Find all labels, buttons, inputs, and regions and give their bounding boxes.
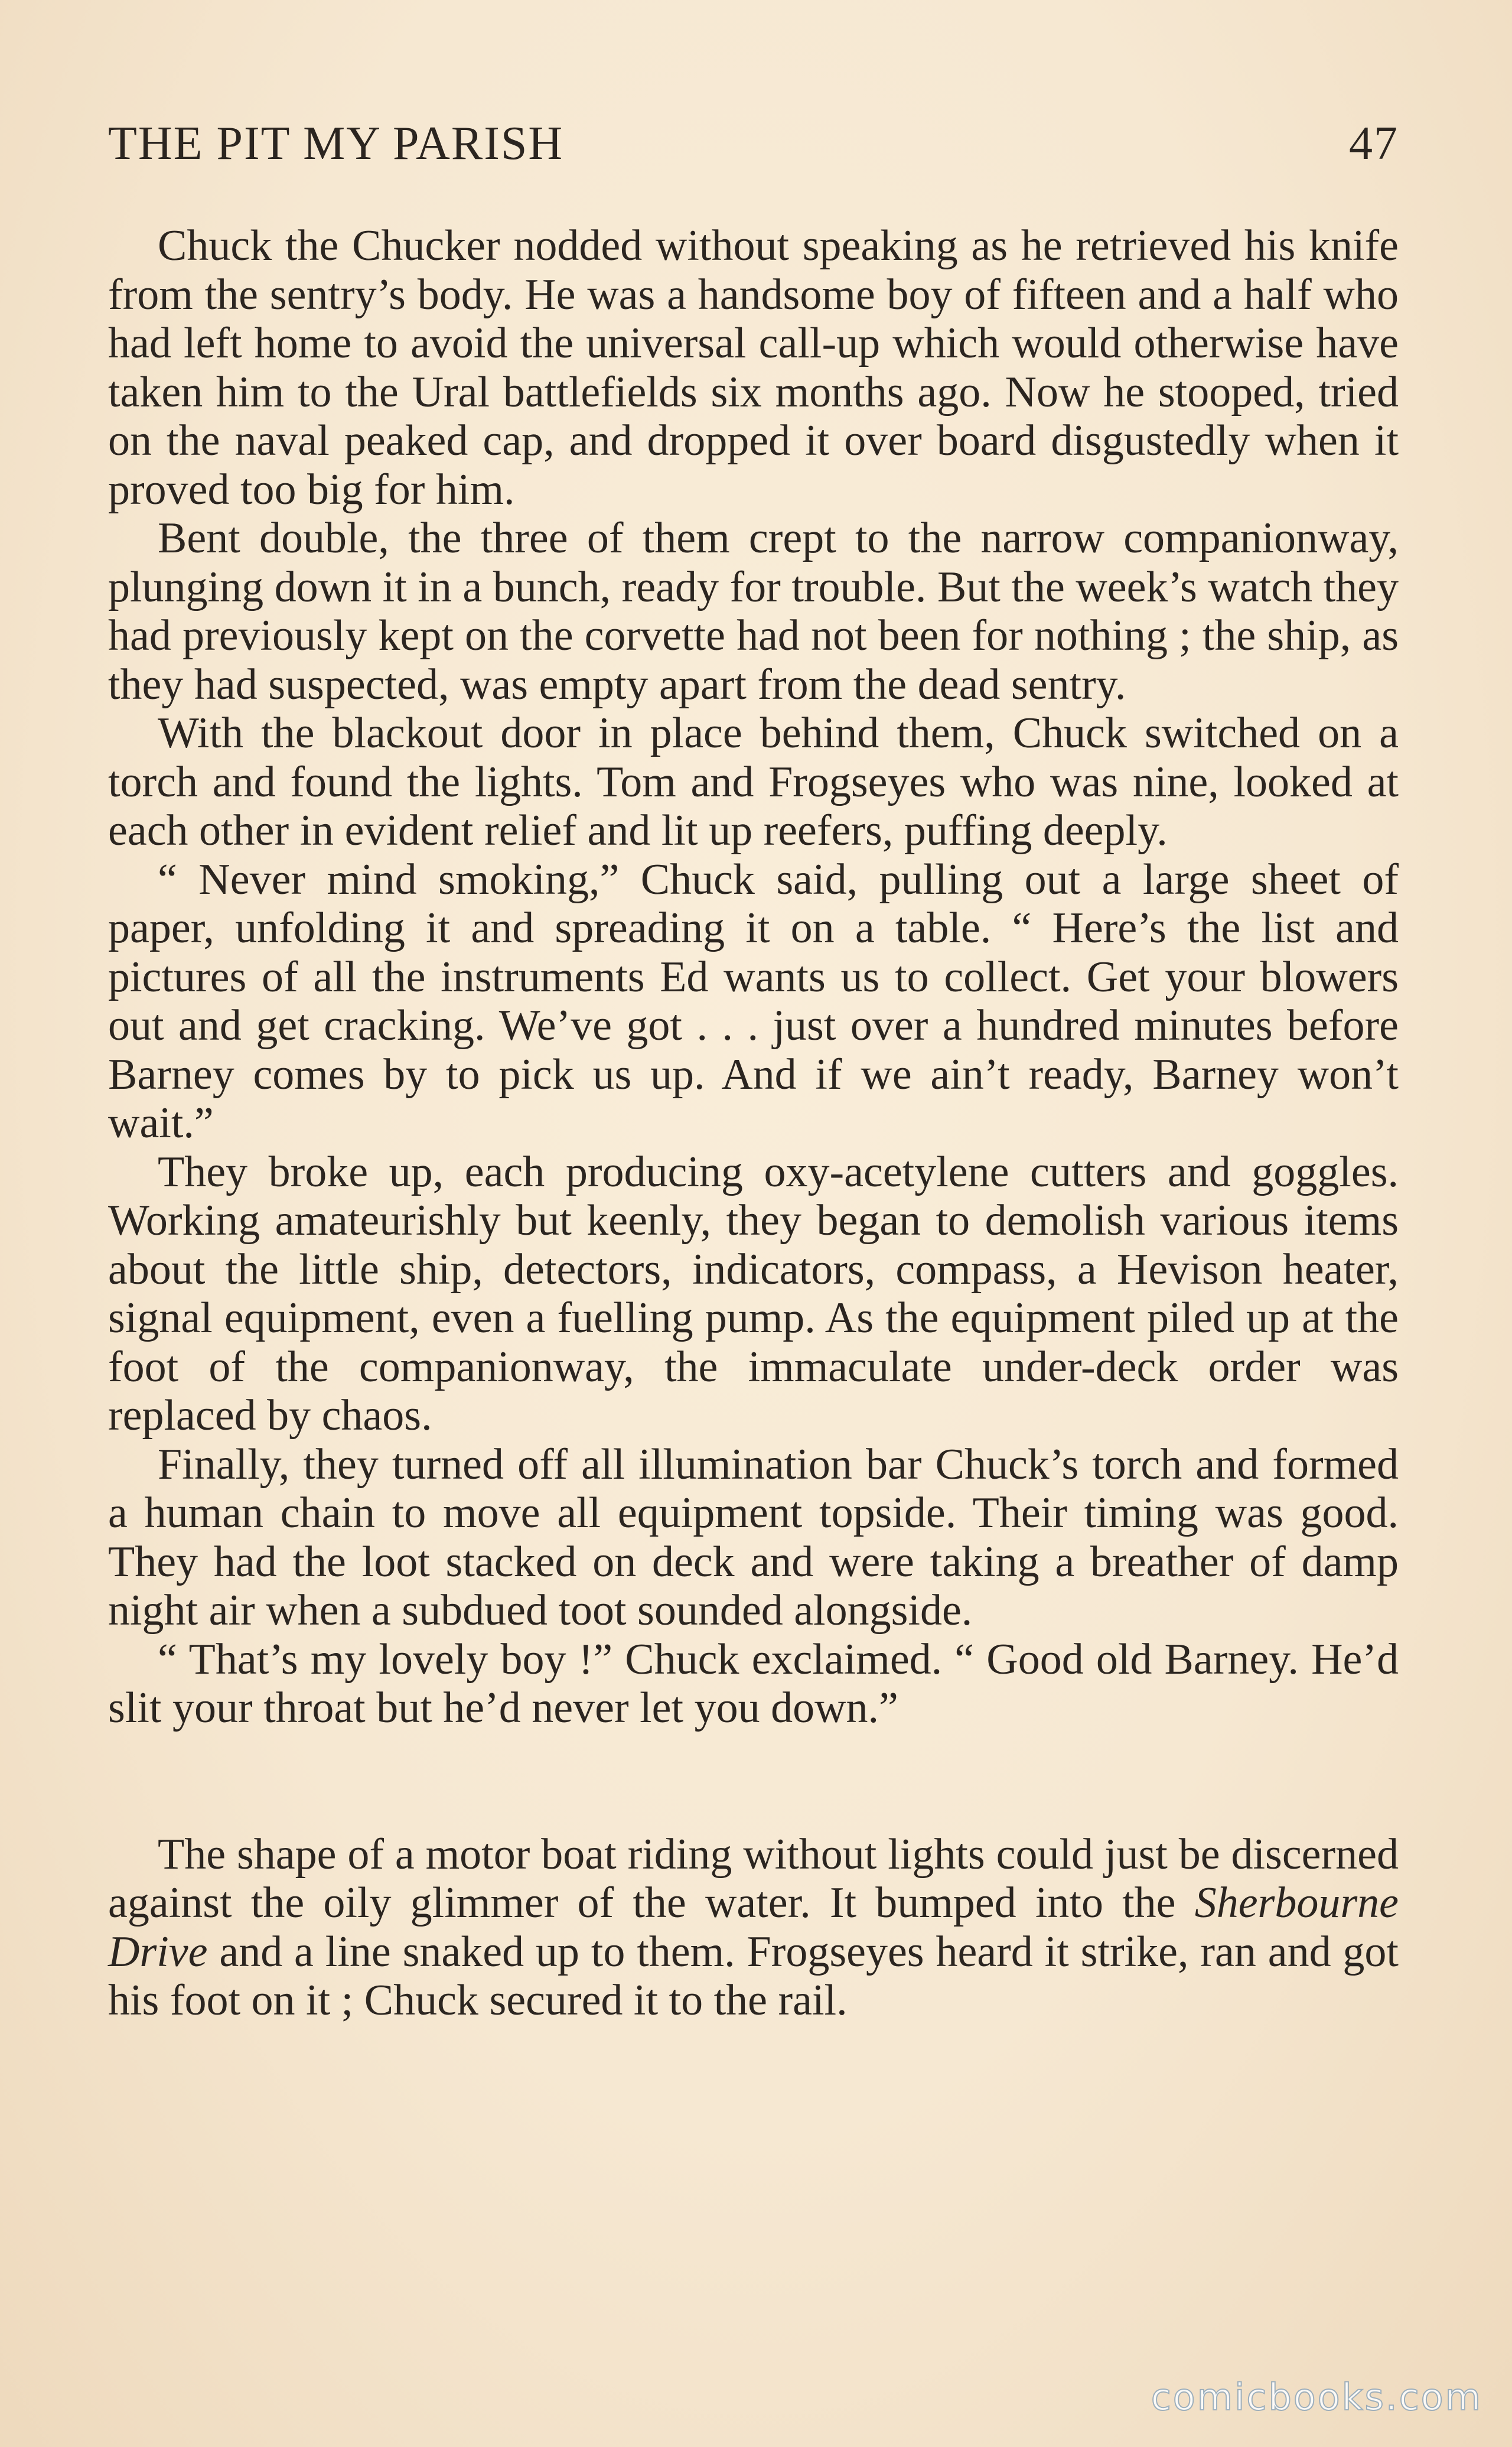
paragraph-text: and a line snaked up to them. Frogseyes heard it strike, ran and got his foot on it ; Chuck secured it to the rail. — [108, 1927, 1399, 2025]
paragraph: “ Never mind smoking,” Chuck said, pulling out a large sheet of paper, unfolding it and spreading it on a table. “ Here’s the list and pictures of all the instruments Ed wants us to collect. Get your blowers out and get cracking. We’ve got . . . just over a hundred minutes before Barney comes by to pick us up. And if we ain’t ready, Barney won’t wait.” — [108, 855, 1399, 1147]
ship-name-italic: Sherbourne Drive — [108, 1879, 1399, 1976]
page-number: 47 — [1349, 118, 1399, 170]
watermark-logo: comicbooks.com — [1151, 2376, 1482, 2419]
paragraph: They broke up, each producing oxy-acetylene cutters and goggles. Working amateurishly but keenly, they began to demolish various items about the little ship, detectors, indicators, compass, a Hevison heater, signal equipment, even a fuelling pump. As the equipment piled up at the foot of the companionway, the immaculate under-deck order was replaced by chaos. — [108, 1147, 1399, 1440]
page-header — [108, 117, 1399, 170]
paragraph-section-break — [108, 1830, 1399, 2025]
paragraph: Finally, they turned off all illumination bar Chuck’s torch and formed a human chain to move all equipment topside. Their timing was good. They had the loot stacked on deck and were taking a breather of damp night air when a subdued toot sounded alongside. — [108, 1440, 1399, 1635]
running-title: THE PIT MY PARISH — [108, 118, 564, 170]
paragraph: “ That’s my lovely boy !” Chuck exclaimed. “ Good old Barney. He’d slit your throat but he’d never let you down.” — [108, 1635, 1399, 1732]
paragraph: With the blackout door in place behind them, Chuck switched on a torch and found the lights. Tom and Frogseyes who was nine, looked at each other in evident relief and lit up reefers, puffing deeply. — [108, 709, 1399, 855]
body-text — [108, 222, 1399, 2025]
paragraph-text: The shape of a motor boat riding without lights could just be discerned against the oily glimmer of the water. It bumped into the — [108, 1830, 1399, 1927]
paragraph: Chuck the Chucker nodded without speaking as he retrieved his knife from the sentry’s body. He was a handsome boy of fifteen and a half who had left home to avoid the universal call-up which would otherwise have taken him to the Ural battlefields six months ago. Now he stooped, tried on the naval peaked cap, and dropped it over board disgustedly when it proved too big for him. — [108, 222, 1399, 514]
paragraph: Bent double, the three of them crept to the narrow companionway, plunging down it in a bunch, ready for trouble. But the week’s watch they had previously kept on the corvette had not been for nothing ; the ship, as they had suspected, was empty apart from the dead sentry. — [108, 514, 1399, 709]
